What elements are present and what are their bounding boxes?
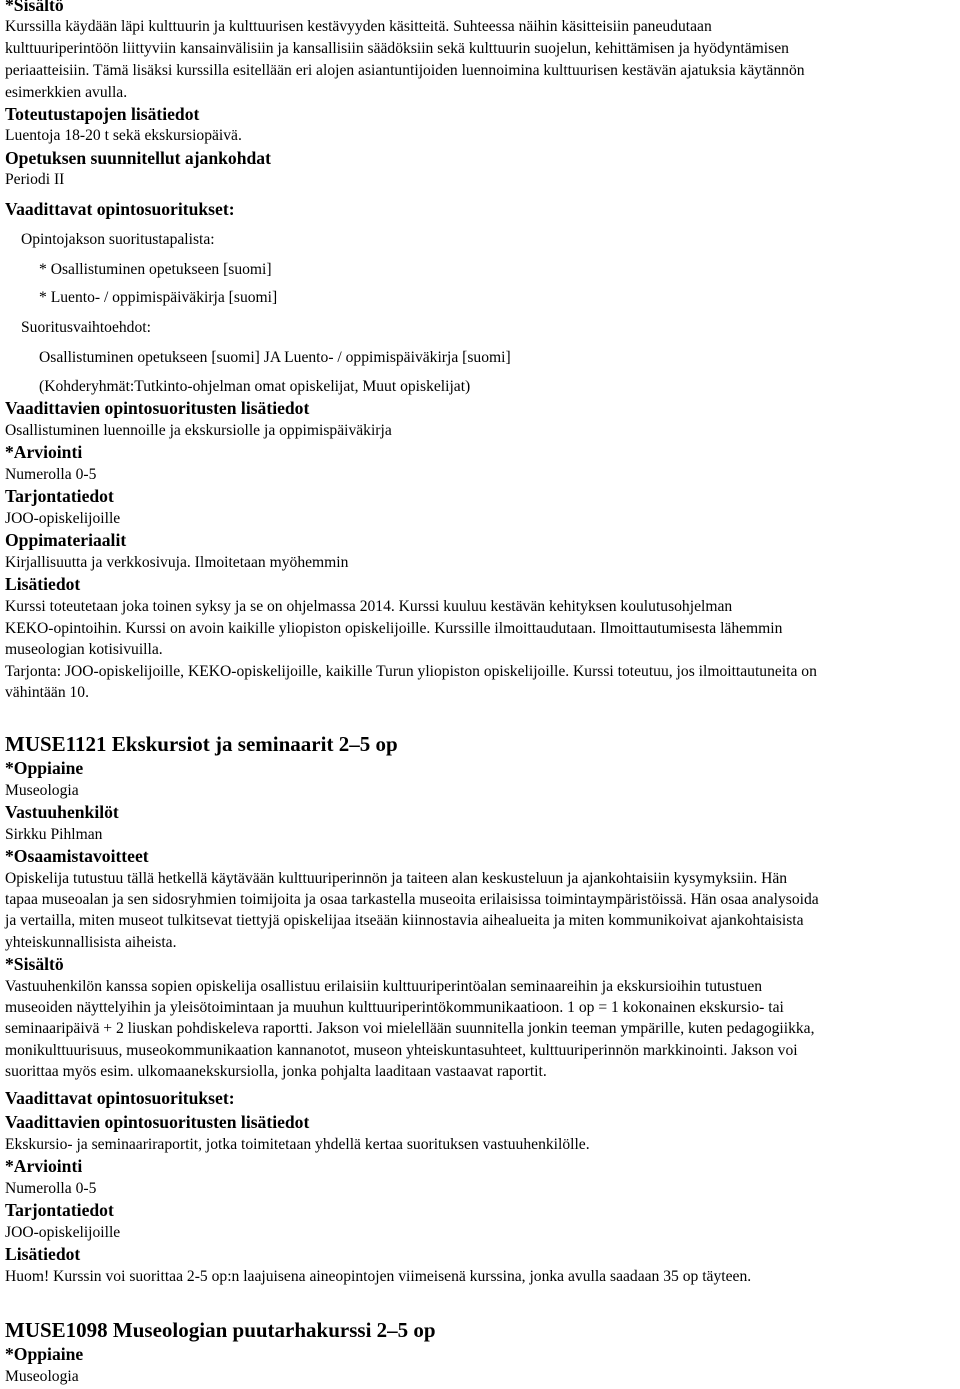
- sisalto-text-line: monikulttuurisuus, museokommunikaation kannanotot, museon yhteiskuntasuhteet, kulttuuriperinnön markkinointi. Jakson voi: [5, 1042, 798, 1059]
- sisalto-heading: *Sisältö: [5, 0, 64, 15]
- lisatiedot-heading: Lisätiedot: [5, 1244, 81, 1264]
- lisatiedot-text-line: KEKO-opintoihin. Kurssi on avoin kaikille yliopiston opiskelijoille. Kurssille ilmoittaudutaan. Ilmoittautumisesta lähemmin: [5, 620, 783, 637]
- arviointi-heading: *Arviointi: [5, 1156, 83, 1176]
- vastuuhenkilot-heading: Vastuuhenkilöt: [5, 802, 119, 822]
- tarjonta-text: JOO-opiskelijoille: [5, 1224, 121, 1241]
- suoritustapa-item: * Luento- / oppimispäiväkirja [suomi]: [39, 289, 278, 306]
- vastuuhenkilot-text: Sirkku Pihlman: [5, 826, 103, 843]
- vaaditut-heading: Vaadittavat opintosuoritukset:: [5, 199, 235, 219]
- arviointi-heading: *Arviointi: [5, 442, 83, 462]
- sisalto-heading: *Sisältö: [5, 954, 64, 974]
- sisalto-text-line: kulttuuriperintöön liittyviin kansainvälisiin ja kansallisiin säädöksiin sekä kulttuurin suojelun, kehittämisen ja hyödyntämisen: [5, 40, 789, 57]
- sisalto-text-line: esimerkkien avulla.: [5, 84, 128, 101]
- osaamistavoitteet-text-line: Opiskelija tutustuu tällä hetkellä käytävään kulttuuriperinnön ja taiteen alan keskusteluun ja ajankohtaisiin kysymyksiin. Hän: [5, 870, 788, 887]
- lisatiedot-text-line: Kurssi toteutetaan joka toinen syksy ja se on ohjelmassa 2014. Kurssi kuuluu kestävän kehityksen koulutusohjelman: [5, 598, 733, 615]
- sisalto-text-line: Vastuuhenkilön kanssa sopien opiskelija osallistuu erilaisiin kulttuuriperintöalan seminaareihin ja ekskursioihin tutustuen: [5, 978, 763, 995]
- tarjonta-text: JOO-opiskelijoille: [5, 510, 121, 527]
- lisatiedot-text: Huom! Kurssin voi suorittaa 2-5 op:n laajuisena aineopintojen viimeisenä kurssina, jonka avulla saadaan 35 op täyteen.: [5, 1268, 752, 1285]
- kohderyhmat-text: (Kohderyhmät:Tutkinto-ohjelman omat opiskelijat, Muut opiskelijat): [39, 378, 471, 395]
- lisatiedot-heading: Lisätiedot: [5, 574, 81, 594]
- oppimateriaalit-text: Kirjallisuutta ja verkkosivuja. Ilmoitetaan myöhemmin: [5, 554, 349, 571]
- oppiaine-heading: *Oppiaine: [5, 758, 84, 778]
- osaamistavoitteet-text-line: tapaa museoalan ja sen sidosryhmien toimijoita ja osaa tarkastella museoita erilaisissa toimintaympäristöissä. Hän osaa analysoida: [5, 891, 819, 908]
- arviointi-text: Numerolla 0-5: [5, 466, 97, 483]
- vaaditut-lisatiedot-heading: Vaadittavien opintosuoritusten lisätiedot: [5, 1112, 310, 1132]
- vaaditut-lisatiedot-heading: Vaadittavien opintosuoritusten lisätiedot: [5, 398, 310, 418]
- lisatiedot-text-line: vähintään 10.: [5, 684, 90, 701]
- osaamistavoitteet-text-line: ja vertailla, miten museot tulkitsevat tiettyjä opiskelijaa itseään kiinnostavia aihealueita ja miten kommunikoivat ajankohtaisista: [5, 912, 804, 929]
- vaaditut-lisatiedot-text: Osallistuminen luennoille ja ekskursiolle ja oppimispäiväkirja: [5, 422, 392, 439]
- suoritustapalista-label: Opintojakson suoritustapalista:: [21, 231, 215, 248]
- ajankohdat-text: Periodi II: [5, 171, 65, 188]
- course-title-muse1098: MUSE1098 Museologian puutarhakurssi 2–5 op: [5, 1318, 436, 1342]
- toteutus-text: Luentoja 18-20 t sekä ekskursiopäivä.: [5, 127, 242, 144]
- vaaditut-heading: Vaadittavat opintosuoritukset:: [5, 1088, 235, 1108]
- vaaditut-lisatiedot-text: Ekskursio- ja seminaariraportit, jotka toimitetaan yhdellä kertaa suorituksen vastuuhenkilölle.: [5, 1136, 590, 1153]
- toteutus-heading: Toteutustapojen lisätiedot: [5, 104, 200, 124]
- sisalto-text-line: periaatteisiin. Tämä lisäksi kurssilla esitellään eri alojen asiantuntijoiden luennoimina kulttuurisen kestävän ajatuksia käytännön: [5, 62, 805, 79]
- suoritustapa-item: * Osallistuminen opetukseen [suomi]: [39, 261, 272, 278]
- tarjonta-heading: Tarjontatiedot: [5, 1200, 114, 1220]
- oppiaine-heading: *Oppiaine: [5, 1344, 84, 1364]
- ajankohdat-heading: Opetuksen suunnitellut ajankohdat: [5, 148, 271, 168]
- oppiaine-text: Museologia: [5, 782, 79, 799]
- sisalto-text-line: suorittaa myös esim. ulkomaanekskursiolla, jonka pohjalta laaditaan vastaavat raportit.: [5, 1063, 547, 1080]
- osaamistavoitteet-text-line: yhteiskunnallisista aiheista.: [5, 934, 177, 951]
- sisalto-text-line: seminaaripäivä + 2 liuskan pohdiskeleva raportti. Jakson voi mielellään suunnitella jonkin teeman ympärille, kuten pedagogiikka,: [5, 1020, 815, 1037]
- vaihtoehto-item: Osallistuminen opetukseen [suomi] JA Luento- / oppimispäiväkirja [suomi]: [39, 349, 511, 366]
- lisatiedot-text-line: Tarjonta: JOO-opiskelijoille, KEKO-opiskelijoille, kaikille Turun yliopiston opiskelijoille. Kurssi toteutuu, jos ilmoittautuneita on: [5, 663, 817, 680]
- arviointi-text: Numerolla 0-5: [5, 1180, 97, 1197]
- tarjonta-heading: Tarjontatiedot: [5, 486, 114, 506]
- sisalto-text-line: museoiden näyttelyihin ja yleisötoimintaan ja muuhun kulttuuriperintökommunikaatioon. 1 op = 1 kokonainen ekskursio- tai: [5, 999, 784, 1016]
- oppiaine-text: Museologia: [5, 1368, 79, 1385]
- lisatiedot-text-line: museologian kotisivuilla.: [5, 641, 163, 658]
- sisalto-text-line: Kurssilla käydään läpi kulttuurin ja kulttuurisen kestävyyden käsitteitä. Suhteessa näihin käsitteisiin paneudutaan: [5, 18, 712, 35]
- osaamistavoitteet-heading: *Osaamistavoitteet: [5, 846, 149, 866]
- oppimateriaalit-heading: Oppimateriaalit: [5, 530, 127, 550]
- vaihtoehdot-label: Suoritusvaihtoehdot:: [21, 319, 151, 336]
- course-title-muse1121: MUSE1121 Ekskursiot ja seminaarit 2–5 op: [5, 732, 398, 756]
